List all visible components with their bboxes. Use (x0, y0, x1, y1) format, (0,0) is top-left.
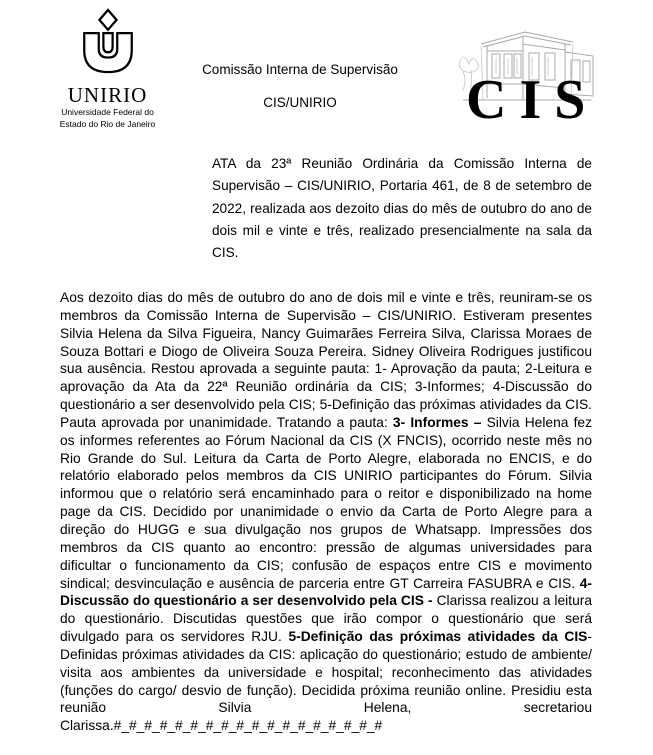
unirio-subtitle-line1: Universidade Federal do (61, 107, 154, 117)
unirio-emblem-icon (75, 8, 141, 82)
committee-title: Comissão Interna de Supervisão (202, 62, 398, 77)
ata-heading: ATA da 23ª Reunião Ordinária da Comissão Interna de Supervisão – CIS/UNIRIO, Portaria 461, de 8 de setembro de 2022, realizada aos dezoito dias do mês de outubro do ano de dois mil e vinte e três, realizado presencialmente na sala da CIS. (212, 156, 592, 261)
unirio-subtitle-line2: Estado do Rio de Janeiro (59, 118, 156, 129)
unirio-acronym: UNIRIO (67, 83, 148, 107)
header-title-block (150, 63, 450, 110)
cis-logo-text: CIS (466, 69, 599, 131)
minutes-body: Aos dezoito dias do mês de outubro do ano de dois mil e vinte e três, reuniram-se os membros da Comissão Interna de Supervisão – CIS/UNIRIO. Estiveram presentes Silvia Helena da Silva Figueira, Nancy Guimarães Ferreira Silva, Clarissa Moraes de Souza Bottari e Diogo de Oliveira Souza Pereira. Sidney Oliveira Rodrigues justificou sua ausência. Restou aprovada a seguinte pauta: 1- Aprovação da pauta; 2-Leitura e aprovação da Ata da 22ª Reunião ordinária da CIS; 3-Informes; 4-Discussão do questionário a ser desenvolvido pela CIS; 5-Definição das próximas atividades da CIS. Pauta aprovada por unanimidade. Tratando a pauta: 3- Informes – Silvia Helena fez os informes referentes ao Fórum Nacional da CIS (X FNCIS), ocorrido neste mês no Rio Grande do Sul. Leitura da Carta de Porto Alegre, elaborada no ENCIS, e do relatório elaborado pelos membros da CIS UNIRIO participantes do Fórum. Silvia informou que o relatório será encaminhado para o reitor e disponibilizado na home page da CIS. Decidido por unanimidade o envio da Carta de Porto Alegre para a direção do HUGG e sua divulgação nos grupos de Whatsapp. Impressões dos membros da CIS quanto ao encontro: pressão de algumas universidades para dificultar o funcionamento da CIS; confusão de espaços entre CIS e movimento sindical; desvinculação e ausência de parceria entre GT Carreira FASUBRA e CIS. 4- Discussão do questionário a ser desenvolvido pela CIS - Clarissa realizou a leitura do questionário. Discutidas questões que irão compor o questionário que será divulgado para os servidores RJU. 5-Definição das próximas atividades da CIS- Definidas próximas atividades da CIS: aplicação do questionário; estudo de ambiente/ visita aos ambientes da universidade e hospital; reconhecimento das atividades (funções do cargo/ desvio de função). Decidida próxima reunião online. Presidiu esta reunião Silvia Helena, secretariou Clarissa.#_#_#_#_#_#_#_#_#_#_#_#_#_#_#_#_#_# (60, 290, 593, 734)
committee-acronym: CIS/UNIRIO (263, 95, 337, 110)
cis-logo (453, 20, 597, 132)
